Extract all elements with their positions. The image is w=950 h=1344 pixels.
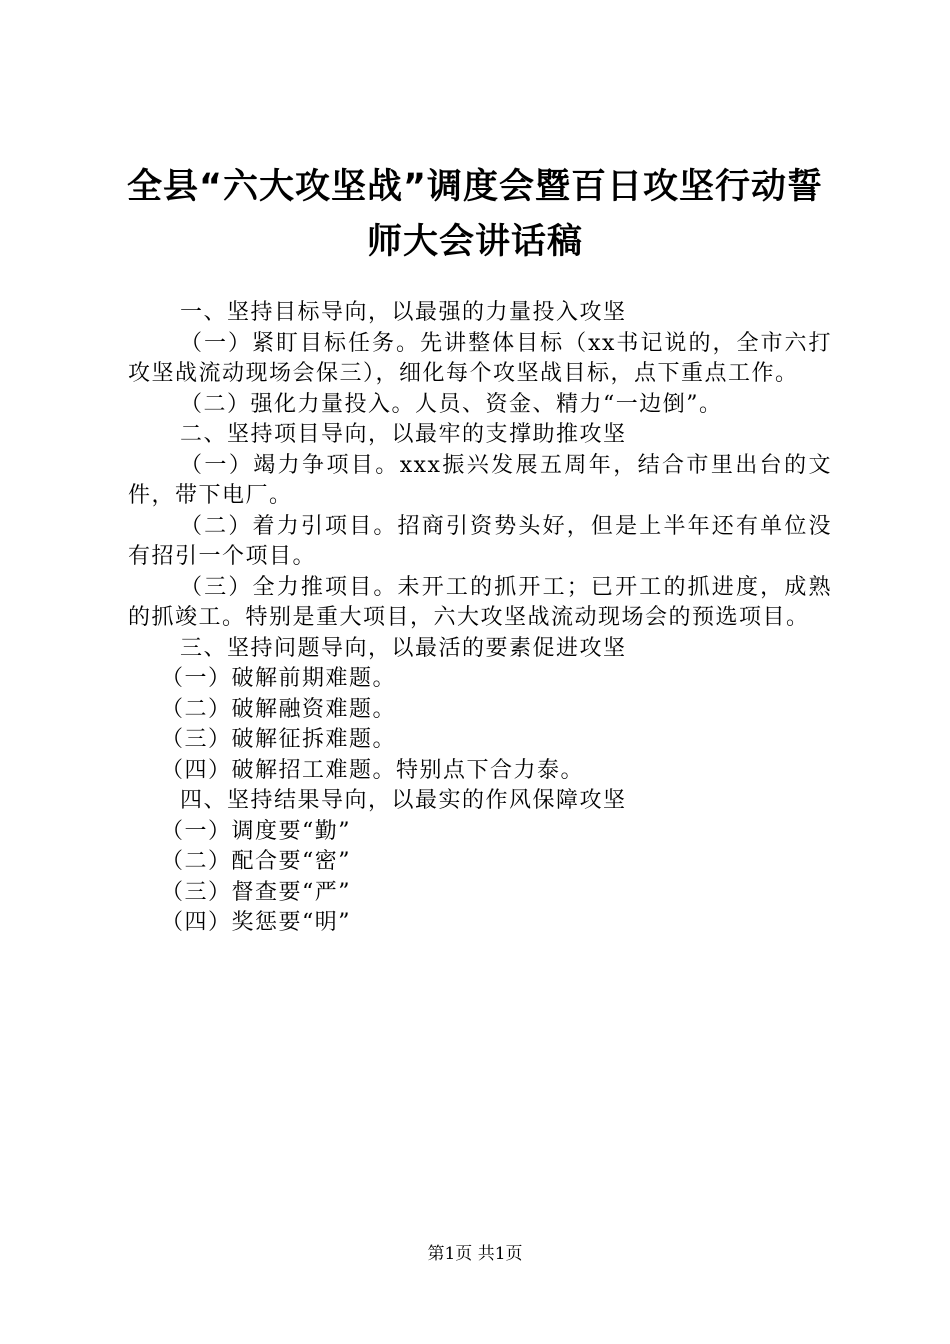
- list-item-3-4: （四）破解招工难题。特别点下合力泰。: [161, 757, 585, 783]
- heading-section-4: 四、坚持结果导向，以最实的作风保障攻坚: [180, 788, 627, 813]
- paragraph-2-1: （一）竭力争项目。xxx振兴发展五周年，结合市里出台的文件，带下电厂。: [128, 452, 832, 508]
- paragraph-1-1: （一）紧盯目标任务。先讲整体目标（xx书记说的，全市六打攻坚战流动现场会保三），细化每个攻坚战目标，点下重点工作。: [128, 330, 832, 386]
- document-body: [128, 298, 832, 939]
- heading-section-1: 一、坚持目标导向，以最强的力量投入攻坚: [180, 300, 627, 325]
- list-item-4-2: （二）配合要“密”: [161, 849, 351, 874]
- list-item-3-1: （一）破解前期难题。: [161, 666, 397, 691]
- list-item-4-3: （三）督查要“严”: [161, 879, 351, 905]
- page-number-footer: 第1页 共1页: [427, 1244, 523, 1264]
- heading-section-3: 三、坚持问题导向，以最活的要素促进攻坚: [180, 635, 627, 661]
- list-item-3-3: （三）破解征拆难题。: [161, 727, 397, 752]
- document-title: 全县“六大攻坚战”调度会暨百日攻坚行动誓师大会讲话稿: [126, 167, 823, 262]
- paragraph-1-2: （二）强化力量投入。人员、资金、精力“一边倒”。: [180, 391, 723, 417]
- list-item-4-4: （四）奖惩要“明”: [161, 910, 351, 935]
- paragraph-2-2: （二）着力引项目。招商引资势头好，但是上半年还有单位没有招引一个项目。: [128, 513, 832, 569]
- list-item-4-1: （一）调度要“勤”: [161, 818, 351, 844]
- paragraph-2-3: （三）全力推项目。未开工的抓开工；已开工的抓进度，成熟的抓竣工。特别是重大项目，六大攻坚战流动现场会的预选项目。: [128, 574, 832, 630]
- list-item-3-2: （二）破解融资难题。: [161, 696, 397, 722]
- heading-section-2: 二、坚持项目导向，以最牢的支撑助推攻坚: [180, 422, 627, 447]
